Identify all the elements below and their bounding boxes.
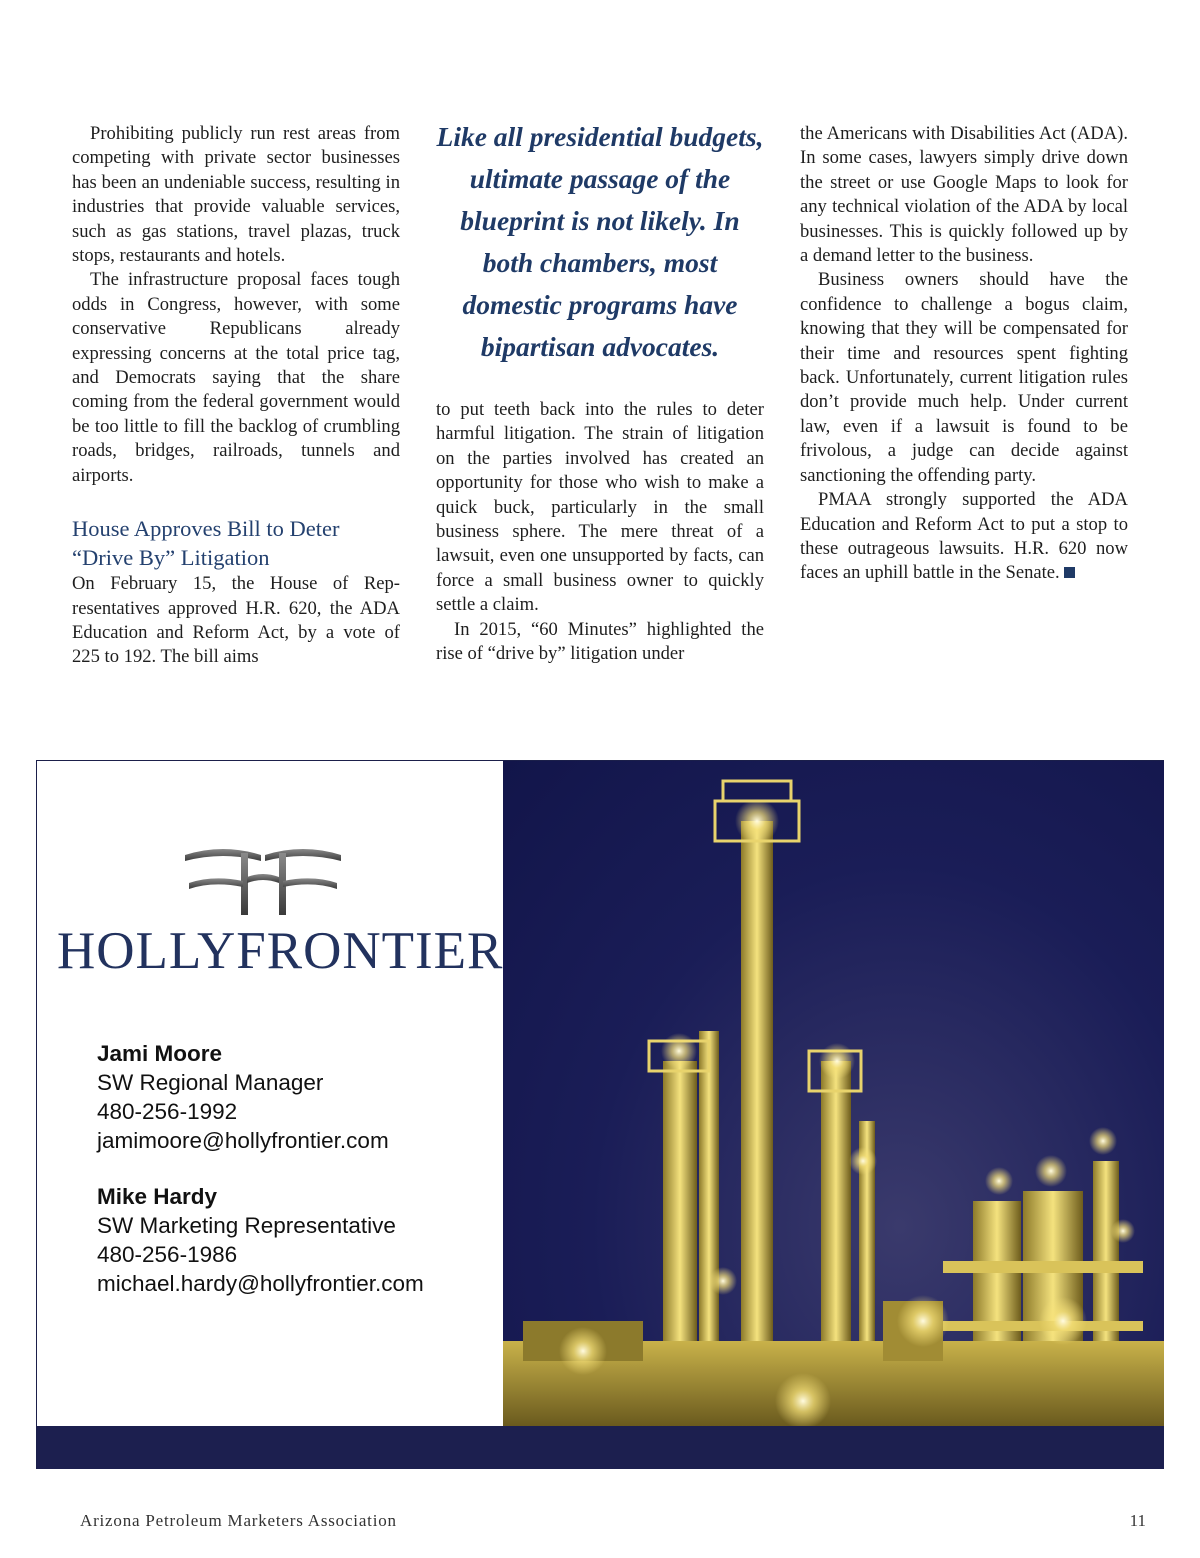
ad-footer-bar [37, 1426, 1164, 1469]
paragraph-text: PMAA strongly supported the ADA Education and Reform Act to put a stop to these outrageous lawsuits. H.R. 620 now faces an uphill battle in the Senate. [800, 489, 1128, 584]
brand-name: HOLLYFRONTIER [57, 922, 504, 980]
hollyfrontier-logo-icon [183, 841, 343, 921]
article-column-1 [72, 122, 400, 670]
contact-title: SW Regional Manager [97, 1070, 324, 1095]
contact-email: jamimoore@hollyfrontier.com [97, 1128, 389, 1153]
paragraph: Business owners should have the confidence to challenge a bogus claim, knowing that they will be compensated for their time and resources spent fighting back. Unfortunately, current litigation rules don’t provide much help. Under current law, even if a lawsuit is found to be frivolous, a judge can decide against sanctioning the offending party. [800, 269, 1128, 486]
publication-name: Arizona Petroleum Marketers Association [80, 1511, 397, 1530]
paragraph: On February 15, the House of Representatives approved H.R. 620, the ADA Education and Reform Act, by a vote of 225 to 192. The bill aims [72, 573, 400, 668]
paragraph [800, 488, 1128, 586]
end-of-article-icon [1064, 567, 1075, 578]
page-number: 11 [1129, 1511, 1146, 1530]
contact-title: SW Marketing Representative [97, 1213, 396, 1238]
refinery-illustration [503, 761, 1164, 1426]
contact-card [97, 1039, 497, 1155]
paragraph: the Americans with Disabilities Act (ADA). In some cases, lawyers simply drive down the street or use Google Maps to look for any technical violation of the ADA by local businesses. This is quickly followed up by a demand letter to the business. [800, 123, 1128, 267]
contact-name: Mike Hardy [97, 1184, 218, 1209]
hollyfrontier-advertisement [36, 760, 1164, 1469]
contact-phone: 480-256-1992 [97, 1099, 238, 1124]
paragraph: The infrastructure proposal faces tough odds in Congress, however, with some conservative Republicans already expressing concerns at the total price tag, and Democrats saying that the share coming from the federal government would be too little to fill the backlog of crumbling roads, bridges, railroads, tunnels and airports. [72, 269, 400, 486]
article-column-3 [800, 122, 1128, 586]
contact-email: michael.hardy@hollyfrontier.com [97, 1271, 424, 1296]
contact-name: Jami Moore [97, 1041, 223, 1066]
paragraph: to put teeth back into the rules to deter harmful litigation. The strain of litigation on the parties involved has created an opportunity for those who wish to make a quick buck, particularly in the small business sphere. The mere threat of a lawsuit, even one unsupported by facts, can force a small business owner to quickly settle a claim. [436, 399, 764, 616]
paragraph: In 2015, “60 Minutes” highlighted the rise of “drive by” litigation under [436, 618, 764, 665]
article-column-2 [436, 398, 764, 666]
contact-phone: 480-256-1986 [97, 1242, 238, 1267]
section-heading: House Approves Bill to Deter “Drive By” Litigation [72, 516, 340, 571]
refinery-night-photo [503, 761, 1164, 1426]
contact-card [97, 1182, 497, 1298]
pull-quote: Like all presidential budgets, ultimate passage of the blueprint is not likely. In both chambers, most domestic programs have bipartisan advocates. [436, 121, 764, 362]
hollyfrontier-wordmark [57, 921, 504, 981]
paragraph: Prohibiting publicly run rest areas from competing with private sector businesses has been an undeniable success, resulting in industries that provide valuable services, such as gas stations, travel plazas, truck stops, restaurants and hotels. [72, 123, 400, 267]
